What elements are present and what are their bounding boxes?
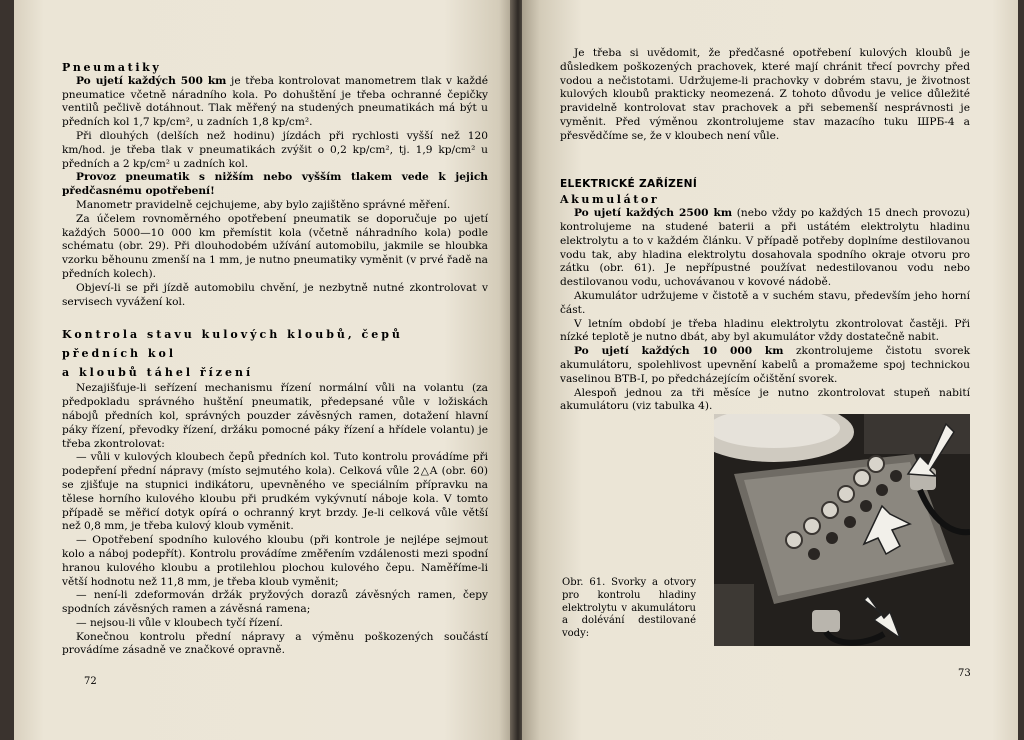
heading-ball-joints-line1: Kontrola stavu kulových kloubů, čepů předních kol [62,328,403,361]
heading-battery: Akumulátor [560,193,660,207]
tyres-text: Za účelem rovnoměrného opotřebení pneumatik se doporučuje po ujetí každých 5000—10 000 km přemístit kola (včetně náhradního kola) podle schématu (obr. 29). Při dlouhodobém užívání automobilu, jakmile se hloubka vzorku běhounu zmenší na 1 mm, je nutno pneumatiky vyměnit (v prvé řadě na předních kolech). [62,212,488,280]
tyres-section [62,75,488,310]
battery-text: V letním období je třeba hladinu elektrolytu zkontrolovat častěji. Při nízké teplotě je nutno dbát, aby byl akumulátor vždy dostatečně nabit. [560,317,970,344]
page-number-left: 72 [84,676,97,687]
left-page-text [62,61,488,658]
tyres-text: Manometr pravidelně cejchujeme, aby bylo zajištěno správné měření. [76,198,451,211]
battery-bold-lead: Po ujetí každých 10 000 km [574,345,784,358]
page-number-right: 73 [958,668,971,679]
ball-joints-paragraph: — vůli v kulových kloubech čepů předních kol. Tuto kontrolu provádíme při podepření přední nápravy (místo sejmutého kola). Celková vůle 2△A (obr. 60) se zjišťuje na stupnici indikátoru, upevněného ve speciálním přípravku na tělese horního kulového kloubu při prudkém vykývnutí náboje kola. V tomto případě se měřicí dotyk opírá o ochranný kryt brzdy. Je-li celková vůle větší než 0,8 mm, je třeba kulový kloub vyměnit. [62,451,488,533]
ball-joints-paragraph: Nezajišťuje-li seřízení mechanismu řízení normální vůli na volantu (za předpokladu správného huštění pneumatik, předepsané vůle v ložiskách nábojů předních kol, správných pouzder závěsných ramen, dotažení hlavní páky řízení, převodky řízení, držáku pomocné páky řízení a hřídele volantu) je třeba zkontrolovat: [62,382,488,450]
battery-photo-illustration [714,414,970,646]
tyres-bold-lead: Provoz pneumatik s nižším nebo vyšším tlakem vede k jejich předčasnému opotřebení! [62,171,488,198]
tyres-paragraph [62,171,488,199]
battery-paragraph [560,290,970,318]
tyres-text: je třeba kontrolovat manometrem tlak v každé pneumatice včetně náradního kola. Po dohuštění je třeba ochranné čepičky ventilů pečlivě dotáhnout. Tlak měřený na studených pneumatikách má být u předních kol 1,7 kp/cm², u zadních 1,8 kp/cm². [62,74,488,129]
battery-paragraph [560,318,970,346]
battery-text: Alespoň jednou za tři měsíce je nutno zkontrolovat stupeň nabití akumulátoru (viz tabulka 4). [560,386,970,413]
battery-text: zkontrolujeme čistotu svorek akumulátoru, spolehlivost upevnění kabelů a promažeme spoj technickou vaselinou BTB-I, po předcházejícím očištění svorek. [560,345,970,385]
ball-joints-paragraph: Konečnou kontrolu přední nápravy a výměnu poškozených součástí provádíme zásadně ve značkové opravně. [62,630,488,657]
tyres-text: Objeví-li se při jízdě automobilu chvění, je nezbytně nutné zkontrolovat v servisech vyvážení kol. [62,281,488,308]
battery-paragraph [560,387,970,415]
heading-ball-joints-line2: a kloubů táhel řízení [62,366,254,380]
tyres-paragraph [62,199,488,213]
tyres-bold-lead: Po ujetí každých 500 km [76,74,227,87]
heading-electrical: ELEKTRICKÉ ZAŘÍZENÍ [560,177,698,190]
ball-joints-paragraph: — není-li zdeformován držák pryžových dorazů závěsných ramen, čepy spodních závěsných ramen a závěsná ramena; [62,589,488,616]
battery-paragraph [560,345,970,386]
right-page-text [560,47,970,414]
battery-section [560,207,970,414]
ball-joints-paragraph: — Opotřebení spodního kulového kloubu (při kontrole je nejlépe sejmout kolo a náboj podepřít). Kontrolu provádíme změřením vzdálenosti mezi spodní hranou kulového kloubu a protilehlou plochou kulového čepu. Naměříme-li větší hodnotu než 11,8 mm, je třeba kloub vyměnit; [62,534,488,588]
tyres-paragraph [62,213,488,282]
tyres-paragraph [62,130,488,171]
heading-ball-joints [62,325,488,382]
ball-joints-section [62,382,488,658]
tyres-text: Při dlouhých (delších než hodinu) jízdách při rychlosti vyšší než 120 km/hod. je třeba tlak v pneumatikách zvýšit o 0,2 kp/cm², tj. 1,9 kp/cm² u předních a 2 kp/cm² u zadních kol. [62,129,488,170]
battery-text: Akumulátor udržujeme v čistotě a v suchém stavu, především jeho horní část. [560,289,970,316]
ball-joints-paragraph: — nejsou-li vůle v kloubech tyčí řízení. [76,616,283,629]
figure-caption: Obr. 61. Svorky a otvory pro kontrolu hladiny elektrolytu v akumulátoru a dolévání destilované vody: [562,577,696,640]
tyres-paragraph [62,75,488,130]
battery-bold-lead: Po ujetí každých 2500 km [574,207,733,220]
intro-paragraph: Je třeba si uvědomit, že předčasné opotřebení kulových kloubů je důsledkem poškozených prachovek, které mají chránit třecí povrchy před vodou a nečistotami. Udržujeme-li prachovky v dobrém stavu, je životnost kulových kloubů prakticky neomezená. Z tohoto důvodu je velice důležité pravidelně kontrolovat stav prachovek a při sebemenší nesprávnosti je vyměnit. Před výměnou zkontrolujeme stav mazacího tuku ШРБ-4 a přesvědčíme se, že v kloubech není vůle. [560,47,970,142]
heading-tyres: Pneumatiky [62,61,162,74]
battery-photo [714,414,970,646]
battery-text: (nebo vždy po každých 15 dnech provozu) kontrolujeme na studené baterii a při ustátém elektrolytu hladinu elektrolytu a to v každém článku. V případě potřeby doplníme destilovanou vodu tak, aby hladina elektrolytu dosahovala spodního okraje otvoru pro zátku (obr. 61). Je nepřípustné používat nedestilovanou vodu nebo destilovanou vodu, uchovávanou v kovové nádobě. [560,207,970,289]
tyres-paragraph [62,282,488,310]
battery-paragraph [560,207,970,290]
